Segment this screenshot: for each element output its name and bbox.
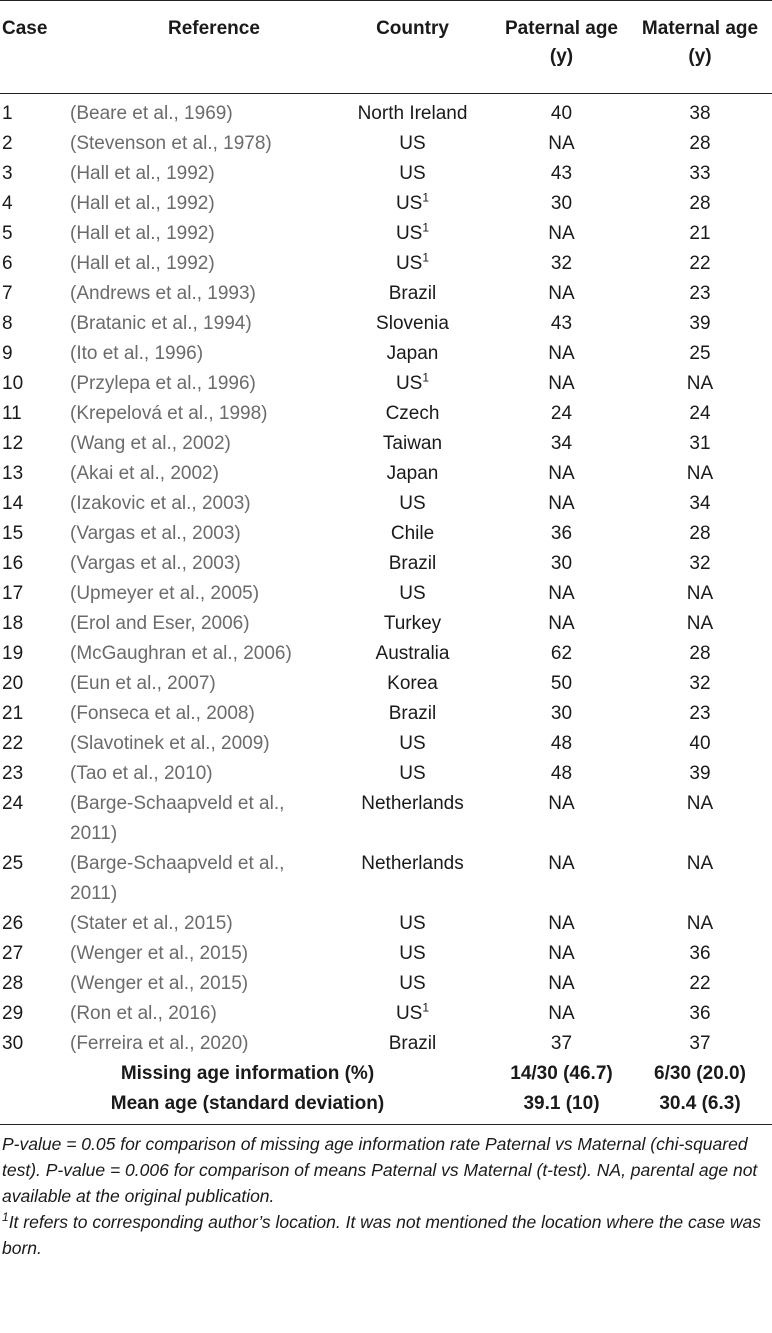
table-row: [0, 909, 772, 939]
header-reference: Reference: [168, 18, 260, 39]
cell-case: 11: [2, 403, 22, 424]
summary-paternal: 39.1 (10): [523, 1093, 600, 1114]
cell-reference: (Hall et al., 1992): [70, 223, 215, 244]
table-row: [0, 699, 772, 729]
table-row: [0, 219, 772, 249]
footnote-superscript: 1: [422, 250, 430, 265]
cell-paternal-age: 43: [550, 163, 573, 184]
cell-country: [330, 219, 495, 249]
cell-paternal-age: NA: [548, 973, 575, 994]
cell-maternal-age: 23: [689, 283, 711, 304]
cell-maternal-age: 25: [689, 343, 711, 364]
cell-maternal-age: 36: [689, 943, 711, 964]
cell-case: 28: [2, 973, 24, 994]
cell-reference: (Wang et al., 2002): [70, 433, 231, 454]
cell-maternal-age: 33: [689, 163, 711, 184]
cell-case: 8: [2, 313, 13, 334]
cell-maternal-age: 23: [689, 703, 711, 724]
cell-maternal-age: NA: [686, 913, 714, 934]
cell-reference: (Akai et al., 2002): [70, 463, 219, 484]
table-row: [0, 849, 772, 909]
summary-row: [0, 1089, 772, 1119]
cell-reference: (Przylepa et al., 1996): [70, 373, 256, 394]
cell-country: [330, 1029, 495, 1059]
cell-case: 22: [2, 733, 24, 754]
cell-paternal-age: 43: [550, 313, 573, 334]
table-row: [0, 99, 772, 129]
country-name: US: [399, 493, 426, 514]
cell-case: 25: [2, 853, 24, 874]
cell-paternal-age: 34: [550, 433, 573, 454]
footnote-superscript: 1: [422, 370, 430, 385]
country-name: US: [395, 1003, 423, 1024]
cell-paternal-age: 30: [550, 703, 573, 724]
table-row: [0, 249, 772, 279]
footnote-marker: 1: [2, 1210, 9, 1225]
cell-maternal-age: 28: [689, 523, 711, 544]
note-pvalues: P-value = 0.05 for comparison of missing age information rate Paternal vs Maternal (chi-squared test). P-value = 0.006 for comparison of means Paternal vs Maternal (t-test). NA, parental age not available at the original publication.: [2, 1134, 758, 1206]
cell-reference: (Wenger et al., 2015): [70, 943, 249, 964]
cell-case: 12: [2, 433, 24, 454]
country-name: US: [395, 223, 423, 244]
country-name: Brazil: [388, 283, 437, 304]
cell-reference: (Vargas et al., 2003): [70, 523, 241, 544]
cell-case: 10: [2, 373, 24, 394]
table-summary: [0, 1059, 772, 1119]
cell-country: [330, 639, 495, 669]
country-name: US: [395, 373, 423, 394]
cell-paternal-age: 48: [550, 733, 573, 754]
country-name: Taiwan: [382, 433, 443, 454]
cell-country: [330, 939, 495, 969]
country-name: Japan: [386, 463, 439, 484]
country-name: US: [399, 163, 426, 184]
cell-maternal-age: 37: [689, 1033, 711, 1054]
cell-reference: (Hall et al., 1992): [70, 193, 215, 214]
cell-case: 27: [2, 943, 24, 964]
cell-case: 9: [2, 343, 13, 364]
cell-country: [330, 129, 495, 159]
footnote-superscript: 1: [422, 220, 430, 235]
table-notes: [0, 1125, 772, 1261]
cell-case: 2: [2, 133, 13, 154]
header-country: Country: [376, 18, 449, 39]
cell-reference: (McGaughran et al., 2006): [70, 643, 292, 664]
cell-maternal-age: 28: [689, 193, 711, 214]
summary-label: Missing age information (%): [120, 1063, 375, 1084]
cell-country: [330, 579, 495, 609]
table-row: [0, 549, 772, 579]
cell-country: [330, 849, 495, 909]
summary-row: [0, 1059, 772, 1089]
cell-reference: (Krepelová et al., 1998): [70, 403, 268, 424]
cell-reference: (Ferreira et al., 2020): [70, 1033, 249, 1054]
cell-reference: (Slavotinek et al., 2009): [70, 733, 270, 754]
footnote-superscript: 1: [422, 190, 430, 205]
cell-paternal-age: NA: [548, 373, 575, 394]
cell-reference: (Fonseca et al., 2008): [70, 703, 255, 724]
cell-paternal-age: 50: [550, 673, 573, 694]
cell-country: [330, 249, 495, 279]
cell-case: 1: [2, 103, 13, 124]
cell-country: [330, 459, 495, 489]
cell-case: 30: [2, 1033, 24, 1054]
cell-case: 26: [2, 913, 24, 934]
cell-reference: (Erol and Eser, 2006): [70, 613, 250, 634]
cell-maternal-age: 22: [689, 973, 711, 994]
header-case: Case: [2, 18, 48, 39]
cell-country: [330, 279, 495, 309]
summary-label: Mean age (standard deviation): [110, 1093, 385, 1114]
cell-paternal-age: 62: [550, 643, 573, 664]
cell-maternal-age: 32: [689, 553, 711, 574]
cell-paternal-age: 30: [550, 193, 573, 214]
table-row: [0, 129, 772, 159]
cell-maternal-age: 39: [689, 313, 711, 334]
cell-maternal-age: 21: [689, 223, 711, 244]
cell-paternal-age: NA: [548, 223, 575, 244]
cell-paternal-age: 24: [550, 403, 573, 424]
table-row: [0, 519, 772, 549]
table-row: [0, 789, 772, 849]
cell-country: [330, 159, 495, 189]
table-row: [0, 579, 772, 609]
cell-reference: (Hall et al., 1992): [70, 163, 215, 184]
cell-case: 19: [2, 643, 24, 664]
cell-reference: (Barge-Schaapveld et al., 2011): [70, 853, 285, 904]
cell-reference: (Eun et al., 2007): [70, 673, 216, 694]
cell-maternal-age: 38: [689, 103, 711, 124]
cell-paternal-age: NA: [548, 133, 575, 154]
table-row: [0, 489, 772, 519]
country-name: US: [399, 763, 426, 784]
cell-paternal-age: 30: [550, 553, 573, 574]
cell-case: 21: [2, 703, 24, 724]
summary-paternal: 14/30 (46.7): [510, 1063, 613, 1084]
table-row: [0, 669, 772, 699]
cell-paternal-age: NA: [548, 493, 575, 514]
country-name: Chile: [390, 523, 435, 544]
cell-paternal-age: NA: [548, 613, 575, 634]
country-name: US: [399, 943, 426, 964]
cell-maternal-age: 22: [689, 253, 711, 274]
cell-maternal-age: 32: [689, 673, 711, 694]
cell-reference: (Beare et al., 1969): [70, 103, 233, 124]
cell-maternal-age: NA: [686, 583, 714, 604]
cell-country: [330, 549, 495, 579]
table-row: [0, 399, 772, 429]
country-name: US: [395, 193, 423, 214]
cell-maternal-age: NA: [686, 793, 714, 814]
footnote-text: It refers to corresponding author’s location. It was not mentioned the location where the case was born.: [2, 1212, 761, 1258]
cell-paternal-age: NA: [548, 943, 575, 964]
cell-country: [330, 789, 495, 849]
cell-maternal-age: 28: [689, 643, 711, 664]
cell-reference: (Ito et al., 1996): [70, 343, 204, 364]
country-name: US: [399, 133, 426, 154]
cell-country: [330, 999, 495, 1029]
cell-reference: (Bratanic et al., 1994): [70, 313, 252, 334]
cell-maternal-age: 24: [689, 403, 711, 424]
cell-maternal-age: NA: [686, 853, 714, 874]
cell-case: 14: [2, 493, 24, 514]
cell-case: 17: [2, 583, 24, 604]
cell-maternal-age: 36: [689, 1003, 711, 1024]
country-name: US: [399, 973, 426, 994]
cell-reference: (Barge-Schaapveld et al., 2011): [70, 793, 285, 844]
table-row: [0, 429, 772, 459]
country-name: Brazil: [388, 1033, 437, 1054]
cell-paternal-age: 37: [550, 1033, 573, 1054]
cell-case: 6: [2, 253, 13, 274]
cell-country: [330, 729, 495, 759]
cell-case: 5: [2, 223, 13, 244]
cell-country: [330, 399, 495, 429]
cell-case: 15: [2, 523, 24, 544]
cell-paternal-age: NA: [548, 343, 575, 364]
cell-reference: (Vargas et al., 2003): [70, 553, 241, 574]
country-name: US: [399, 913, 426, 934]
cell-country: [330, 519, 495, 549]
cell-case: 7: [2, 283, 13, 304]
table-row: [0, 459, 772, 489]
cell-country: [330, 189, 495, 219]
table-row: [0, 1029, 772, 1059]
country-name: US: [395, 253, 423, 274]
cell-reference: (Izakovic et al., 2003): [70, 493, 251, 514]
cell-maternal-age: 40: [689, 733, 711, 754]
country-name: US: [399, 583, 426, 604]
cell-case: 24: [2, 793, 24, 814]
table-row: [0, 369, 772, 399]
cell-paternal-age: NA: [548, 463, 575, 484]
cell-paternal-age: 40: [550, 103, 573, 124]
country-name: Australia: [375, 643, 450, 664]
table-row: [0, 999, 772, 1029]
cell-case: 16: [2, 553, 24, 574]
cell-case: 20: [2, 673, 24, 694]
country-name: Brazil: [388, 553, 437, 574]
cell-maternal-age: 28: [689, 133, 711, 154]
table-row: [0, 279, 772, 309]
country-name: Netherlands: [361, 793, 464, 814]
cell-maternal-age: NA: [686, 613, 714, 634]
table-row: [0, 189, 772, 219]
country-name: Korea: [387, 673, 438, 694]
cell-country: [330, 759, 495, 789]
cell-country: [330, 309, 495, 339]
cell-case: 23: [2, 763, 24, 784]
cell-country: [330, 369, 495, 399]
summary-maternal: 30.4 (6.3): [659, 1093, 741, 1114]
cell-country: [330, 669, 495, 699]
note-footnote: [2, 1209, 770, 1261]
cell-reference: (Andrews et al., 1993): [70, 283, 256, 304]
country-name: Turkey: [383, 613, 442, 634]
country-name: Slovenia: [376, 313, 449, 334]
cell-country: [330, 429, 495, 459]
cell-country: [330, 699, 495, 729]
cell-maternal-age: 39: [689, 763, 711, 784]
table-row: [0, 309, 772, 339]
cell-reference: (Tao et al., 2010): [70, 763, 213, 784]
cell-reference: (Stater et al., 2015): [70, 913, 233, 934]
cell-paternal-age: NA: [548, 853, 575, 874]
cell-maternal-age: 34: [689, 493, 711, 514]
cell-reference: (Upmeyer et al., 2005): [70, 583, 260, 604]
cell-country: [330, 609, 495, 639]
cell-reference: (Ron et al., 2016): [70, 1003, 217, 1024]
cell-case: 18: [2, 613, 24, 634]
cell-reference: (Stevenson et al., 1978): [70, 133, 272, 154]
cell-paternal-age: NA: [548, 913, 575, 934]
cell-paternal-age: NA: [548, 793, 575, 814]
cell-country: [330, 969, 495, 999]
country-name: Netherlands: [361, 853, 464, 874]
cell-reference: (Wenger et al., 2015): [70, 973, 249, 994]
cell-maternal-age: 31: [689, 433, 711, 454]
cell-paternal-age: NA: [548, 283, 575, 304]
footnote-superscript: 1: [422, 1000, 430, 1015]
cell-case: 13: [2, 463, 24, 484]
cell-case: 29: [2, 1003, 24, 1024]
table-body: [0, 94, 772, 1059]
country-name: North Ireland: [357, 103, 468, 124]
country-name: Czech: [385, 403, 440, 424]
table-row: [0, 729, 772, 759]
cell-country: [330, 909, 495, 939]
table-header: [0, 1, 772, 93]
cell-maternal-age: NA: [686, 463, 714, 484]
table-row: [0, 159, 772, 189]
cell-case: 3: [2, 163, 13, 184]
table-row: [0, 339, 772, 369]
cell-paternal-age: 48: [550, 763, 573, 784]
cell-paternal-age: 32: [550, 253, 573, 274]
cell-paternal-age: NA: [548, 1003, 575, 1024]
table-row: [0, 939, 772, 969]
cell-country: [330, 489, 495, 519]
cell-country: [330, 339, 495, 369]
table-row: [0, 969, 772, 999]
table-row: [0, 609, 772, 639]
summary-maternal: 6/30 (20.0): [654, 1063, 746, 1084]
country-name: Brazil: [388, 703, 437, 724]
header-maternal-age: Maternal age (y): [641, 18, 759, 67]
cell-reference: (Hall et al., 1992): [70, 253, 215, 274]
table-row: [0, 639, 772, 669]
header-paternal-age: Paternal age (y): [505, 18, 618, 67]
country-name: Japan: [386, 343, 439, 364]
cell-case: 4: [2, 193, 13, 214]
country-name: US: [399, 733, 426, 754]
cell-paternal-age: NA: [548, 583, 575, 604]
cell-paternal-age: 36: [550, 523, 573, 544]
cell-country: [330, 99, 495, 129]
table-row: [0, 759, 772, 789]
cell-maternal-age: NA: [686, 373, 714, 394]
